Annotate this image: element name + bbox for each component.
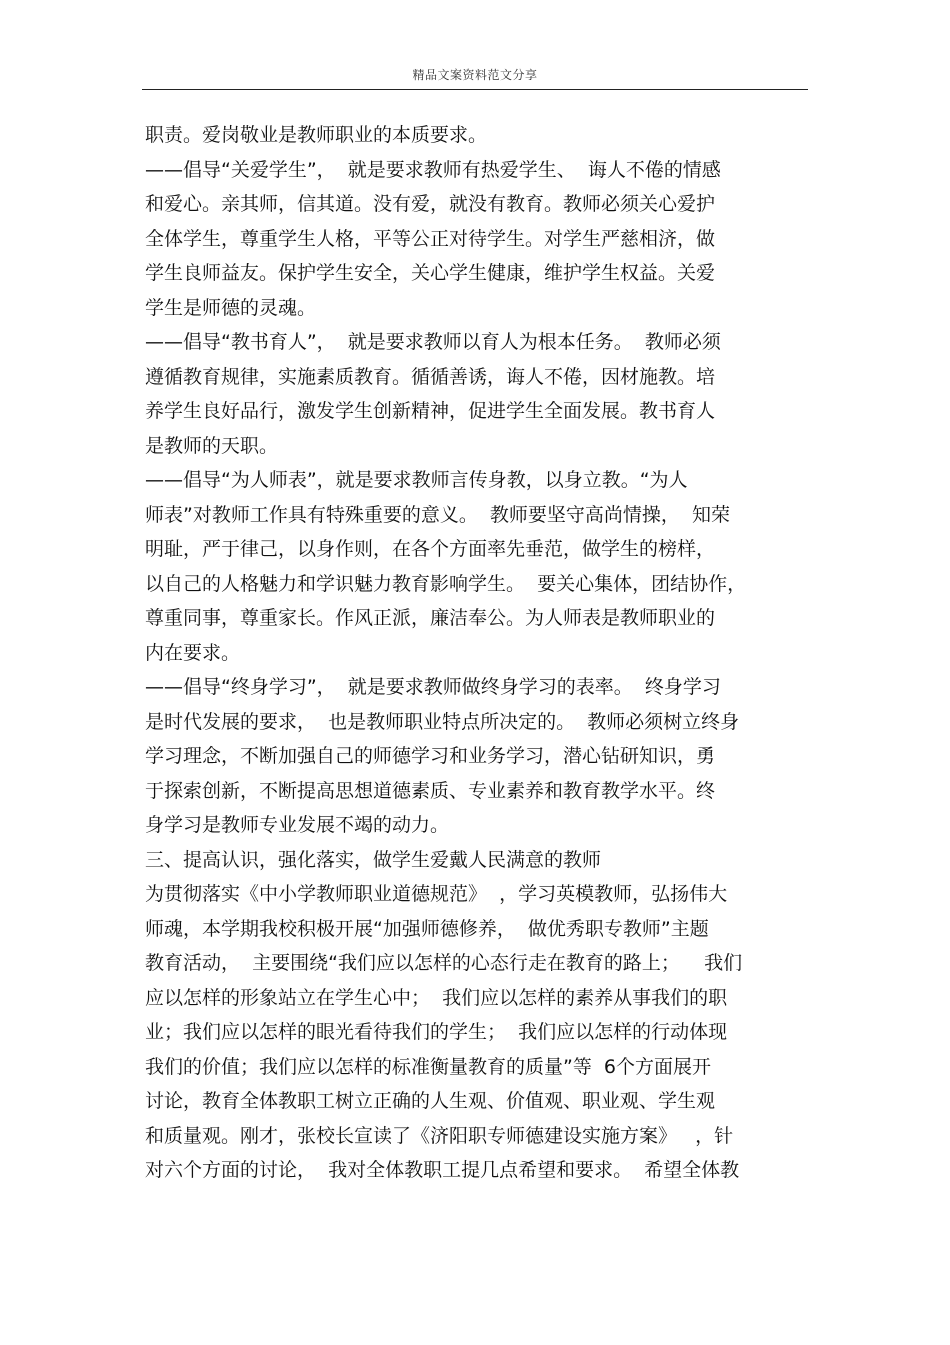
text-line: 学生良师益友。保护学生安全，关心学生健康，维护学生权益。关爱 [145,262,716,284]
text-line: 身学习是教师专业发展不竭的动力。 [145,814,450,836]
text-line: 教育活动， 主要围绕“我们应以怎样的心态行走在教育的路上； 我们 [145,952,743,974]
text-line: 师表”对教师工作具有特殊重要的意义。 教师要坚守高尚情操， 知荣 [145,503,731,526]
text-line: 学生是师德的灵魂。 [145,296,317,319]
text-line: ——倡导“关爱学生”， 就是要求教师有热爱学生、 诲人不倦的情感 [145,158,721,181]
header-rule [142,89,808,90]
text-line: 职责。爱岗敬业是教师职业的本质要求。 [145,124,488,146]
text-line: 和爱心。亲其师，信其道。没有爱，就没有教育。教师必须关心爱护 [145,193,716,215]
text-line: 养学生良好品行，激发学生创新精神，促进学生全面发展。教书育人 [145,400,716,422]
text-line: 讨论，教育全体教职工树立正确的人生观、价值观、职业观、学生观 [145,1090,716,1112]
text-line: 师魂，本学期我校积极开展“加强师德修养， 做优秀职专教师”主题 [145,917,709,940]
text-line: 学习理念，不断加强自己的师德学习和业务学习，潜心钻研知识，勇 [145,745,716,767]
text-line: 遵循教育规律，实施素质教育。循循善诱，诲人不倦，因材施教。培 [145,365,716,388]
text-line: 是教师的天职。 [145,434,279,457]
text-line: ——倡导“教书育人”， 就是要求教师以育人为根本任务。 教师必须 [145,331,721,353]
text-line: 我们的价值；我们应以怎样的标准衡量教育的质量”等 6个方面展开 [145,1055,712,1078]
body-text [145,118,825,1188]
text-line: 明耻，严于律己，以身作则，在各个方面率先垂范，做学生的榜样， [145,538,716,560]
text-line: 内在要求。 [145,641,241,664]
text-line: 和质量观。刚才，张校长宣读了《济阳职专师德建设实施方案》 ，针 [145,1124,734,1147]
text-line: 业；我们应以怎样的眼光看待我们的学生； 我们应以怎样的行动体现 [145,1021,728,1043]
text-line: 是时代发展的要求， 也是教师职业特点所决定的。 教师必须树立终身 [145,710,740,733]
text-line: 于探索创新，不断提高思想道德素质、专业素养和教育教学水平。终 [145,779,716,802]
text-line: 应以怎样的形象站立在学生心中； 我们应以怎样的素养从事我们的职 [145,986,728,1009]
page-header: 精品文案资料范文分享 [412,68,538,82]
text-line: ——倡导“终身学习”， 就是要求教师做终身学习的表率。 终身学习 [145,676,721,698]
text-line: 以自己的人格魅力和学识魅力教育影响学生。 要关心集体，团结协作， [145,572,747,595]
text-line: 尊重同事，尊重家长。作风正派，廉洁奉公。为人师表是教师职业的 [145,607,716,629]
text-line: 三、提高认识，强化落实，做学生爱戴人民满意的教师 [145,848,602,871]
text-line: 对六个方面的讨论， 我对全体教职工提几点希望和要求。 希望全体教 [145,1159,740,1181]
text-line: ——倡导“为人师表”，就是要求教师言传身教，以身立教。“为人 [145,469,688,491]
text-line: 全体学生，尊重学生人格，平等公正对待学生。对学生严慈相济，做 [145,227,716,250]
text-line: 为贯彻落实《中小学教师职业道德规范》 ，学习英模教师，弘扬伟大 [145,883,728,905]
